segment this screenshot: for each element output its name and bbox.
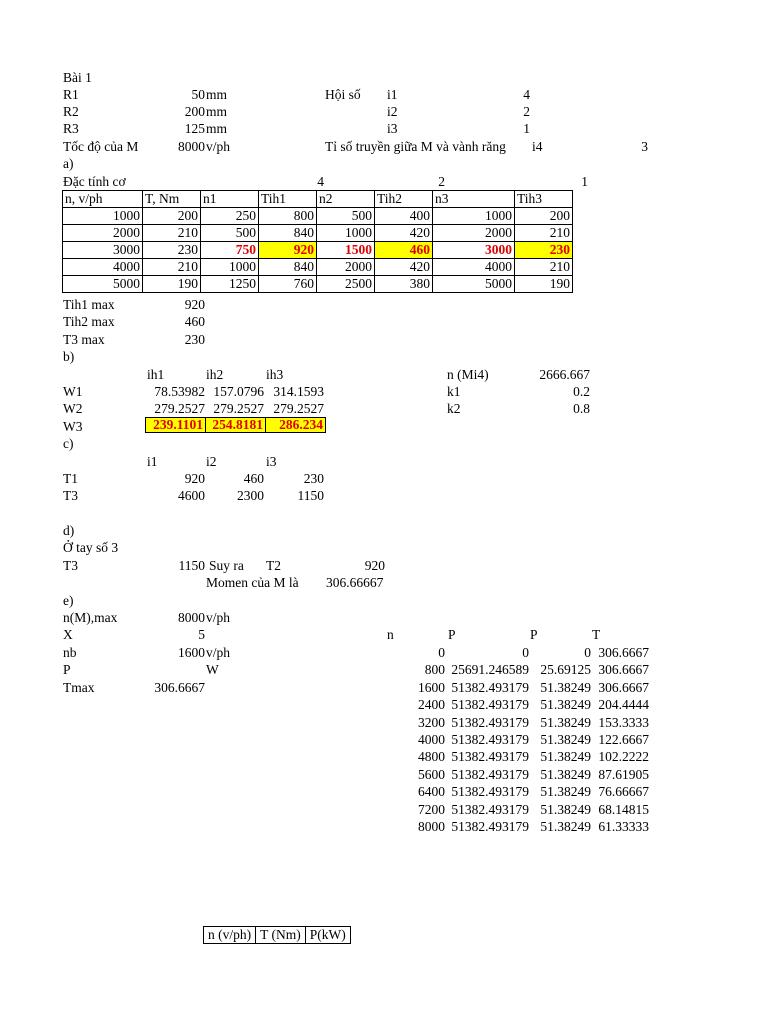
power-table-cell: 51.38249 xyxy=(540,697,591,713)
w3-row xyxy=(146,418,326,433)
table-row xyxy=(63,225,573,242)
header-cell: Tih2 xyxy=(375,191,433,208)
table-cell: 210 xyxy=(143,225,201,242)
power-table-cell: 51.38249 xyxy=(540,801,591,817)
i3-value: 1 xyxy=(523,121,530,136)
highlighted-cell: 3000 xyxy=(433,242,515,259)
power-table-cell: 1600 xyxy=(418,679,445,695)
n-mi4-label: n (Mi4) xyxy=(447,367,489,382)
table-cell: 4000 xyxy=(63,259,143,276)
t3-max-value: 230 xyxy=(184,332,205,347)
w2-value: 279.2527 xyxy=(154,401,205,416)
part-a-label: a) xyxy=(63,156,74,171)
p-label: P xyxy=(63,662,71,677)
e-header-n: n xyxy=(387,627,394,642)
table-cell: 400 xyxy=(375,208,433,225)
table-cell: 2500 xyxy=(317,276,375,293)
part-c-label: c) xyxy=(63,436,74,451)
top-number-1: 4 xyxy=(317,174,324,189)
header-cell: Tih1 xyxy=(259,191,317,208)
i3-label: i3 xyxy=(387,121,398,136)
t3-value: 4600 xyxy=(178,488,205,503)
summary-header-cell: n (v/ph) xyxy=(204,927,256,944)
power-table-cell: 51382.493179 xyxy=(451,801,529,817)
power-table-cell: 0 xyxy=(438,645,445,660)
header-cell: Tih3 xyxy=(515,191,573,208)
nmax-label: n(M),max xyxy=(63,610,118,625)
table-cell: 2000 xyxy=(63,225,143,242)
w3-label: W3 xyxy=(63,419,83,434)
i3-header: i3 xyxy=(266,454,277,469)
power-table-cell: 51.38249 xyxy=(540,732,591,747)
power-table-cell: 51.38249 xyxy=(540,749,591,765)
power-table-cell: 51.38249 xyxy=(540,819,591,834)
speed-unit: v/ph xyxy=(206,139,231,154)
table-cell: 5000 xyxy=(63,276,143,293)
table-cell: 500 xyxy=(317,208,375,225)
t1-label: T1 xyxy=(63,471,78,486)
ih3-header: ih3 xyxy=(266,367,284,382)
ih1-header: ih1 xyxy=(147,367,165,382)
power-table-cell: 3200 xyxy=(418,714,445,730)
power-table-cell: 51382.493179 xyxy=(451,732,529,747)
power-table-cell: 2400 xyxy=(418,697,445,713)
d-t3-label: T3 xyxy=(63,558,78,573)
power-table-cell: 4800 xyxy=(418,749,445,765)
momen-value: 306.66667 xyxy=(326,575,384,590)
table-cell: 420 xyxy=(375,225,433,242)
t1-value: 230 xyxy=(303,471,324,486)
r3-unit: mm xyxy=(206,121,228,136)
power-table-cell: 25.69125 xyxy=(540,662,591,678)
table-cell: 420 xyxy=(375,259,433,276)
table-header-row xyxy=(63,191,573,208)
e-header-p-kw: P xyxy=(530,627,538,642)
table-cell: 1000 xyxy=(201,259,259,276)
part-d-label: d) xyxy=(63,523,75,538)
ratio-label: Tỉ số truyền giữa M và vành răng xyxy=(325,139,506,154)
table-cell: 840 xyxy=(259,225,317,242)
power-table-cell: 51382.493179 xyxy=(451,819,529,834)
d-t3-value: 1150 xyxy=(178,558,205,573)
highlighted-cell: 460 xyxy=(375,242,433,259)
power-table-cell: 0 xyxy=(522,645,529,660)
i2-header: i2 xyxy=(206,454,217,469)
r2-value: 200 xyxy=(184,104,205,119)
table-cell: 760 xyxy=(259,276,317,293)
summary-header-row xyxy=(204,927,351,944)
e-header-t: T xyxy=(592,627,601,642)
tih2-max-value: 460 xyxy=(184,314,205,329)
x-label: X xyxy=(63,627,73,642)
w2-label: W2 xyxy=(63,401,83,416)
nb-label: nb xyxy=(63,645,77,660)
top-number-2: 2 xyxy=(438,174,445,189)
power-table-cell: 51382.493179 xyxy=(451,679,529,695)
i1-label: i1 xyxy=(387,87,398,102)
w1-label: W1 xyxy=(63,384,83,399)
power-table-cell: 51382.493179 xyxy=(451,766,529,782)
table-cell: 2000 xyxy=(433,225,515,242)
power-table-cell: 306.6667 xyxy=(598,645,649,660)
summary-header-cell: T (Nm) xyxy=(256,927,306,944)
top-number-3: 1 xyxy=(581,174,588,189)
table-cell: 380 xyxy=(375,276,433,293)
table-cell: 210 xyxy=(515,259,573,276)
header-cell: n1 xyxy=(201,191,259,208)
k1-value: 0.2 xyxy=(573,384,590,399)
power-table-cell: 61.33333 xyxy=(598,819,649,834)
highlighted-cell: 750 xyxy=(201,242,259,259)
table-cell: 190 xyxy=(515,276,573,293)
nb-value: 1600 xyxy=(178,645,205,660)
table-cell: 4000 xyxy=(433,259,515,276)
r2-unit: mm xyxy=(206,104,228,119)
part-b-label: b) xyxy=(63,349,75,364)
summary-header-cell: P(kW) xyxy=(305,927,350,944)
power-table-cell: 306.6667 xyxy=(598,679,649,695)
power-table-cell: 153.3333 xyxy=(598,714,649,730)
i4-label: i4 xyxy=(532,139,543,154)
header-cell: T, Nm xyxy=(143,191,201,208)
table-cell: 840 xyxy=(259,259,317,276)
power-table-cell: 68.14815 xyxy=(598,801,649,817)
power-table-cell: 51.38249 xyxy=(540,679,591,695)
table-cell: 210 xyxy=(143,259,201,276)
power-table-cell: 51382.493179 xyxy=(451,697,529,713)
t3-value: 2300 xyxy=(237,488,264,503)
table-cell: 5000 xyxy=(433,276,515,293)
t1-value: 460 xyxy=(243,471,264,486)
i1-header: i1 xyxy=(147,454,158,469)
table-cell: 500 xyxy=(201,225,259,242)
part-d-heading: Ở tay số 3 xyxy=(63,540,119,555)
table-cell: 250 xyxy=(201,208,259,225)
n-mi4-value: 2666.667 xyxy=(539,367,590,382)
table-cell: 1000 xyxy=(317,225,375,242)
power-table-cell: 204.4444 xyxy=(598,697,649,713)
i2-label: i2 xyxy=(387,104,398,119)
r2-label: R2 xyxy=(63,104,79,119)
t2-label: T2 xyxy=(266,558,281,573)
w1-value: 157.0796 xyxy=(213,384,264,399)
i2-value: 2 xyxy=(523,104,530,119)
power-table-cell: 6400 xyxy=(418,784,445,800)
r3-label: R3 xyxy=(63,121,79,136)
power-table-cell: 51382.493179 xyxy=(451,714,529,730)
w3-value: 286.234 xyxy=(266,418,326,433)
table-cell: 800 xyxy=(259,208,317,225)
w3-value: 254.8181 xyxy=(206,418,266,433)
k1-label: k1 xyxy=(447,384,461,399)
power-table-cell: 51.38249 xyxy=(540,714,591,730)
tih1-max-value: 920 xyxy=(184,297,205,312)
table-cell: 190 xyxy=(143,276,201,293)
r1-unit: mm xyxy=(206,87,228,102)
suy-ra-label: Suy ra xyxy=(209,558,244,573)
table-cell: 3000 xyxy=(63,242,143,259)
power-table-cell: 25691.246589 xyxy=(451,662,529,678)
table-cell: 230 xyxy=(143,242,201,259)
power-table-cell: 102.2222 xyxy=(598,749,649,765)
power-table-cell: 51.38249 xyxy=(540,766,591,782)
power-table-cell: 87.61905 xyxy=(598,766,649,782)
power-table-cell: 51.38249 xyxy=(540,784,591,800)
highlighted-cell: 230 xyxy=(515,242,573,259)
power-table-cell: 4000 xyxy=(418,732,445,747)
part-a-heading: Đặc tính cơ xyxy=(63,174,126,189)
tmax-value: 306.6667 xyxy=(154,680,205,695)
power-table-cell: 51382.493179 xyxy=(451,749,529,765)
tih1-max-label: Tih1 max xyxy=(63,297,115,312)
w2-value: 279.2527 xyxy=(213,401,264,416)
power-table-cell: 800 xyxy=(424,662,445,678)
table-cell: 1000 xyxy=(433,208,515,225)
characteristic-table xyxy=(62,190,573,293)
tih2-max-label: Tih2 max xyxy=(63,314,115,329)
header-cell: n, v/ph xyxy=(63,191,143,208)
table-row xyxy=(63,276,573,293)
header-cell: n3 xyxy=(433,191,515,208)
e-header-p: P xyxy=(448,627,456,642)
table-row xyxy=(63,259,573,276)
t1-value: 920 xyxy=(184,471,205,486)
table-cell: 1250 xyxy=(201,276,259,293)
k2-value: 0.8 xyxy=(573,401,590,416)
highlighted-cell: 1500 xyxy=(317,242,375,259)
sheet-title: Bài 1 xyxy=(63,70,92,85)
tmax-label: Tmax xyxy=(63,680,95,695)
table-cell: 2000 xyxy=(317,259,375,276)
w1-value: 314.1593 xyxy=(273,384,324,399)
table-cell: 210 xyxy=(515,225,573,242)
power-table-cell: 5600 xyxy=(418,766,445,782)
p-unit: W xyxy=(206,662,219,677)
k2-label: k2 xyxy=(447,401,461,416)
power-table-cell: 306.6667 xyxy=(598,662,649,678)
w3-value: 239.1101 xyxy=(146,418,206,433)
summary-table xyxy=(203,926,351,944)
w2-value: 279.2527 xyxy=(273,401,324,416)
t3-value: 1150 xyxy=(297,488,324,503)
table-row xyxy=(63,208,573,225)
power-table-cell: 122.6667 xyxy=(598,732,649,747)
speed-value: 8000 xyxy=(178,139,205,154)
table-cell: 200 xyxy=(515,208,573,225)
table-row-highlighted xyxy=(63,242,573,259)
table-cell: 200 xyxy=(143,208,201,225)
highlighted-cell: 920 xyxy=(259,242,317,259)
t3-label: T3 xyxy=(63,488,78,503)
r1-value: 50 xyxy=(191,87,205,102)
x-value: 5 xyxy=(198,627,205,642)
table-cell: 1000 xyxy=(63,208,143,225)
part-e-label: e) xyxy=(63,593,74,608)
power-table-cell: 7200 xyxy=(418,801,445,817)
power-table-cell: 8000 xyxy=(418,819,445,834)
power-table-cell: 76.66667 xyxy=(598,784,649,800)
w1-value: 78.53982 xyxy=(154,384,205,399)
power-table-cell: 51382.493179 xyxy=(451,784,529,800)
speed-label: Tốc độ của M xyxy=(63,139,139,154)
r1-label: R1 xyxy=(63,87,79,102)
header-cell: n2 xyxy=(317,191,375,208)
w3-highlight-table xyxy=(145,417,326,433)
nmax-unit: v/ph xyxy=(206,610,231,625)
r3-value: 125 xyxy=(184,121,205,136)
i4-value: 3 xyxy=(641,139,648,154)
nb-unit: v/ph xyxy=(206,645,231,660)
nmax-value: 8000 xyxy=(178,610,205,625)
t2-value: 920 xyxy=(364,558,385,573)
i1-value: 4 xyxy=(523,87,530,102)
t3-max-label: T3 max xyxy=(63,332,105,347)
momen-label: Momen của M là xyxy=(206,575,299,590)
ih2-header: ih2 xyxy=(206,367,224,382)
power-table-cell: 0 xyxy=(584,645,591,660)
hoi-so-label: Hội số xyxy=(325,87,361,102)
